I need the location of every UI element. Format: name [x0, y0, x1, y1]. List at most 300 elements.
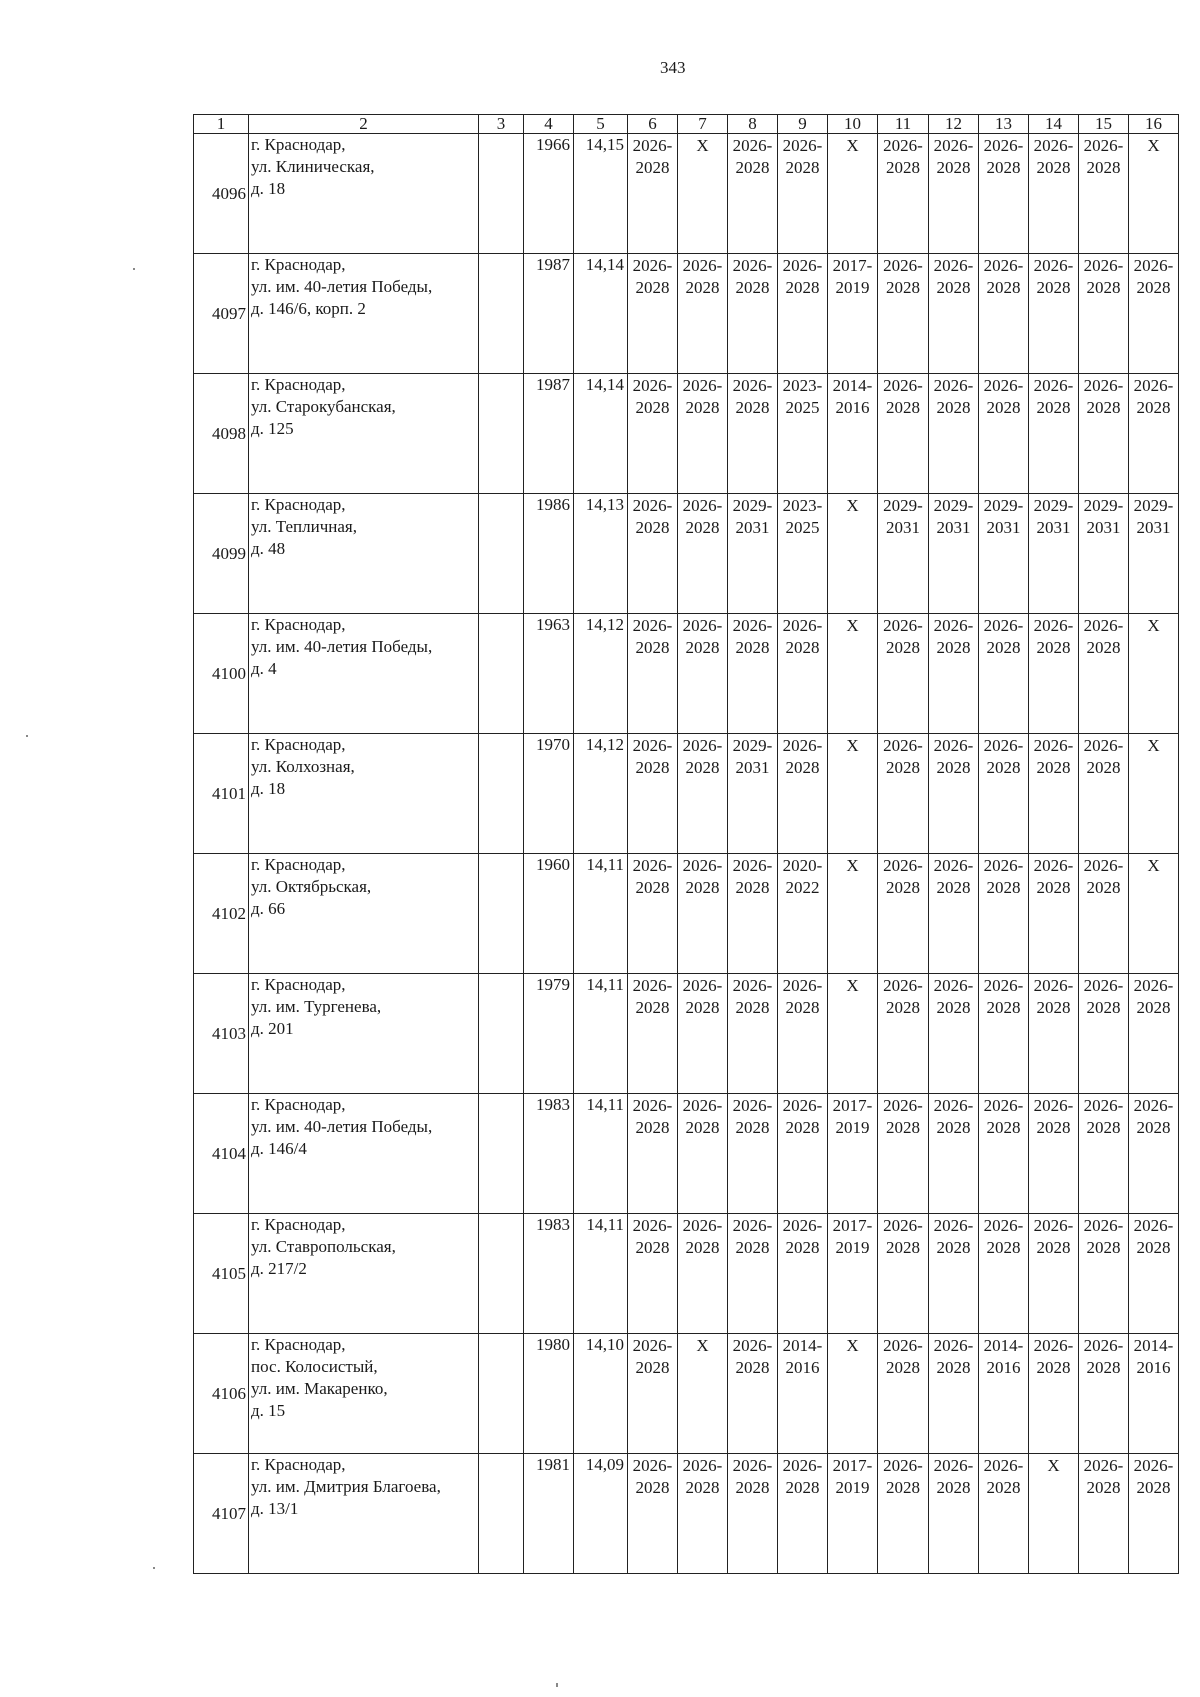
- period-text: 2026-: [1083, 736, 1124, 755]
- period-text: 2031: [735, 758, 770, 777]
- period-text: X: [696, 1336, 709, 1355]
- period-cell: [828, 1334, 878, 1454]
- column-header: 6: [628, 115, 678, 134]
- address-line: ул. им. Тургенева,: [251, 997, 382, 1016]
- period-text: 2026-: [883, 136, 923, 155]
- period-cell: [1079, 1454, 1129, 1574]
- address-line: д. 18: [251, 779, 286, 798]
- period-text: 2026-: [1033, 1216, 1074, 1235]
- period-cell: [678, 614, 728, 734]
- period-cell: [828, 974, 878, 1094]
- address-line: д. 4: [251, 659, 277, 678]
- period-cell: [929, 254, 979, 374]
- period-text: X: [1147, 736, 1160, 755]
- period-text: 2026-: [1033, 1336, 1074, 1355]
- column-header: 2: [249, 115, 479, 134]
- row-number: 4106: [194, 1334, 249, 1454]
- row-number: 4104: [194, 1094, 249, 1214]
- period-cell: [728, 974, 778, 1094]
- period-text: 2028: [886, 998, 920, 1017]
- period-text: 2026-: [732, 256, 773, 275]
- period-cell: [828, 374, 878, 494]
- period-cell: [878, 1094, 929, 1214]
- period-cell: [778, 494, 828, 614]
- period-cell: [628, 854, 678, 974]
- period-text: 2028: [685, 758, 720, 777]
- period-text: 2028: [635, 1238, 670, 1257]
- period-text: 2028: [785, 638, 820, 657]
- period-cell: [778, 1214, 828, 1334]
- period-text: 2026-: [883, 856, 923, 875]
- year-built-cell: 1983: [524, 1214, 574, 1334]
- column-3-cell: [479, 614, 524, 734]
- period-cell: [979, 854, 1029, 974]
- period-text: 2029-: [732, 736, 773, 755]
- period-text: 2028: [936, 998, 971, 1017]
- period-text: 2026-: [933, 136, 974, 155]
- period-cell: [728, 1334, 778, 1454]
- period-text: 2026-: [933, 976, 974, 995]
- period-text: 2028: [735, 998, 770, 1017]
- address-line: г. Краснодар,: [251, 1095, 346, 1114]
- period-text: 2026-: [1083, 256, 1124, 275]
- period-text: 2028: [1036, 398, 1071, 417]
- period-cell: [1079, 1334, 1129, 1454]
- period-cell: [628, 614, 678, 734]
- period-cell: [1129, 854, 1179, 974]
- period-cell: [878, 134, 929, 254]
- period-cell: [628, 494, 678, 614]
- period-cell: [828, 734, 878, 854]
- period-text: 2028: [1036, 638, 1071, 657]
- address-cell: [249, 1094, 479, 1214]
- period-text: 2029-: [1083, 496, 1124, 515]
- period-text: 2028: [735, 398, 770, 417]
- address-cell: [249, 1214, 479, 1334]
- period-cell: [728, 1214, 778, 1334]
- address-line: ул. им. Дмитрия Благоева,: [251, 1477, 441, 1496]
- address-cell: [249, 494, 479, 614]
- period-text: 2026-: [933, 856, 974, 875]
- period-text: 2028: [886, 1238, 920, 1257]
- value-cell: 14,09: [574, 1454, 628, 1574]
- period-cell: [678, 1334, 728, 1454]
- year-built-cell: 1980: [524, 1334, 574, 1454]
- period-text: 2029-: [883, 496, 923, 515]
- period-text: X: [846, 856, 859, 875]
- period-cell: [828, 614, 878, 734]
- period-text: 2026-: [933, 376, 974, 395]
- period-text: 2016: [1136, 1358, 1171, 1377]
- period-text: 2026-: [933, 1336, 974, 1355]
- period-text: 2031: [1136, 518, 1171, 537]
- address-cell: [249, 134, 479, 254]
- period-text: 2028: [986, 1478, 1021, 1497]
- period-text: 2028: [936, 1238, 971, 1257]
- period-cell: [828, 1454, 878, 1574]
- period-text: 2026-: [1033, 736, 1074, 755]
- period-cell: [728, 854, 778, 974]
- period-cell: [778, 134, 828, 254]
- period-text: 2026-: [983, 136, 1024, 155]
- period-cell: [1029, 1214, 1079, 1334]
- column-header: 4: [524, 115, 574, 134]
- period-cell: [1129, 974, 1179, 1094]
- period-cell: [878, 1454, 929, 1574]
- period-cell: [1079, 374, 1129, 494]
- period-text: 2026-: [1033, 976, 1074, 995]
- period-text: 2028: [685, 998, 720, 1017]
- period-cell: [778, 1094, 828, 1214]
- address-line: ул. Клиническая,: [251, 157, 375, 176]
- period-text: 2026-: [682, 256, 723, 275]
- header-row: [194, 115, 1179, 134]
- period-cell: [1079, 734, 1129, 854]
- period-text: 2029-: [983, 496, 1024, 515]
- row-number: 4105: [194, 1214, 249, 1334]
- row-number: 4097: [194, 254, 249, 374]
- period-text: 2026-: [632, 616, 673, 635]
- address-line: г. Краснодар,: [251, 135, 346, 154]
- period-text: X: [846, 136, 859, 155]
- period-text: 2026-: [732, 1096, 773, 1115]
- period-text: 2028: [635, 1358, 670, 1377]
- period-cell: [628, 254, 678, 374]
- period-cell: [878, 494, 929, 614]
- period-cell: [878, 1334, 929, 1454]
- column-header: 15: [1079, 115, 1129, 134]
- scan-speck: [556, 1683, 558, 1687]
- address-line: ул. им. 40-летия Победы,: [251, 637, 433, 656]
- table-row: [194, 734, 1179, 854]
- period-text: 2026-: [1133, 1456, 1174, 1475]
- column-3-cell: [479, 974, 524, 1094]
- period-text: 2026-: [732, 856, 773, 875]
- period-text: 2019: [835, 278, 870, 297]
- address-line: ул. Тепличная,: [251, 517, 357, 536]
- period-text: 2028: [685, 518, 720, 537]
- period-text: 2028: [1086, 758, 1121, 777]
- period-cell: [778, 374, 828, 494]
- period-text: 2028: [1086, 878, 1121, 897]
- period-cell: [979, 614, 1029, 734]
- period-cell: [828, 1214, 878, 1334]
- table-row: [194, 494, 1179, 614]
- period-text: 2026-: [983, 856, 1024, 875]
- period-cell: [1029, 494, 1079, 614]
- period-cell: [728, 374, 778, 494]
- value-cell: 14,14: [574, 254, 628, 374]
- period-text: 2026-: [782, 256, 823, 275]
- period-text: 2026-: [883, 736, 923, 755]
- period-text: 2026-: [682, 496, 723, 515]
- period-text: 2026-: [933, 736, 974, 755]
- period-text: 2026-: [632, 1096, 673, 1115]
- period-text: 2026-: [1033, 1096, 1074, 1115]
- period-cell: [678, 134, 728, 254]
- period-text: 2028: [1036, 278, 1071, 297]
- address-line: д. 13/1: [251, 1499, 299, 1518]
- period-text: 2028: [685, 1478, 720, 1497]
- period-text: 2026-: [632, 856, 673, 875]
- address-cell: [249, 734, 479, 854]
- period-cell: [828, 854, 878, 974]
- period-text: 2026-: [732, 1456, 773, 1475]
- period-text: 2028: [886, 158, 920, 177]
- period-cell: [929, 974, 979, 1094]
- period-text: 2026-: [1133, 976, 1174, 995]
- period-text: 2026-: [732, 616, 773, 635]
- period-text: 2026-: [983, 616, 1024, 635]
- period-cell: [628, 1094, 678, 1214]
- address-line: г. Краснодар,: [251, 1455, 346, 1474]
- scan-speck: [26, 735, 28, 737]
- address-line: д. 15: [251, 1401, 286, 1420]
- column-header: 8: [728, 115, 778, 134]
- period-cell: [878, 254, 929, 374]
- period-cell: [728, 614, 778, 734]
- address-line: г. Краснодар,: [251, 255, 346, 274]
- column-header: 5: [574, 115, 628, 134]
- value-cell: 14,11: [574, 1094, 628, 1214]
- year-built-cell: 1987: [524, 374, 574, 494]
- period-cell: [1029, 134, 1079, 254]
- period-cell: [678, 1214, 728, 1334]
- period-cell: [1079, 614, 1129, 734]
- period-text: 2028: [735, 158, 770, 177]
- period-text: 2026-: [1133, 376, 1174, 395]
- period-text: 2028: [1136, 1238, 1171, 1257]
- period-text: 2026-: [983, 376, 1024, 395]
- period-text: 2026-: [883, 616, 923, 635]
- period-text: 2028: [886, 278, 920, 297]
- year-built-cell: 1960: [524, 854, 574, 974]
- address-line: д. 125: [251, 419, 294, 438]
- period-text: 2026-: [1133, 1216, 1174, 1235]
- period-text: 2026-: [1083, 616, 1124, 635]
- period-text: 2019: [835, 1238, 870, 1257]
- period-text: 2026-: [732, 976, 773, 995]
- period-text: X: [846, 736, 859, 755]
- column-header: 16: [1129, 115, 1179, 134]
- period-text: 2028: [735, 638, 770, 657]
- period-text: 2031: [1036, 518, 1071, 537]
- address-line: д. 66: [251, 899, 286, 918]
- period-text: 2028: [685, 1118, 720, 1137]
- period-text: 2019: [835, 1118, 870, 1137]
- period-text: 2028: [685, 1238, 720, 1257]
- period-text: 2028: [735, 1358, 770, 1377]
- period-text: 2026-: [632, 736, 673, 755]
- period-cell: [979, 974, 1029, 1094]
- period-cell: [929, 1334, 979, 1454]
- period-text: 2026-: [883, 1216, 923, 1235]
- period-text: 2028: [635, 758, 670, 777]
- period-cell: [628, 1334, 678, 1454]
- value-cell: 14,12: [574, 614, 628, 734]
- period-text: 2026-: [1133, 256, 1174, 275]
- period-cell: [1029, 374, 1079, 494]
- period-text: 2017-: [832, 1096, 873, 1115]
- period-cell: [728, 1454, 778, 1574]
- address-line: ул. Ставропольская,: [251, 1237, 396, 1256]
- period-text: 2031: [1086, 518, 1121, 537]
- period-text: 2028: [1036, 998, 1071, 1017]
- period-text: 2016: [835, 398, 870, 417]
- period-cell: [628, 134, 678, 254]
- value-cell: 14,13: [574, 494, 628, 614]
- year-built-cell: 1979: [524, 974, 574, 1094]
- period-text: 2028: [1036, 1358, 1071, 1377]
- period-text: 2028: [886, 758, 920, 777]
- value-cell: 14,15: [574, 134, 628, 254]
- period-text: 2028: [1086, 1118, 1121, 1137]
- period-text: 2028: [1136, 1118, 1171, 1137]
- period-text: 2028: [1136, 1478, 1171, 1497]
- period-text: X: [846, 1336, 859, 1355]
- period-text: 2028: [785, 758, 820, 777]
- period-text: X: [1147, 616, 1160, 635]
- period-text: X: [846, 496, 859, 515]
- period-cell: [1079, 254, 1129, 374]
- period-text: 2028: [685, 398, 720, 417]
- period-text: 2026-: [732, 136, 773, 155]
- period-text: 2028: [986, 638, 1021, 657]
- period-text: 2026-: [632, 256, 673, 275]
- period-text: 2026-: [1033, 856, 1074, 875]
- period-cell: [1029, 1334, 1079, 1454]
- period-text: 2028: [986, 1118, 1021, 1137]
- period-cell: [1029, 854, 1079, 974]
- year-built-cell: 1970: [524, 734, 574, 854]
- period-cell: [979, 134, 1029, 254]
- column-header: 11: [878, 115, 929, 134]
- address-line: г. Краснодар,: [251, 1215, 346, 1234]
- period-cell: [1079, 494, 1129, 614]
- period-text: 2026-: [883, 1336, 923, 1355]
- period-text: 2026-: [883, 376, 923, 395]
- period-cell: [929, 1094, 979, 1214]
- period-text: X: [1147, 856, 1160, 875]
- address-line: г. Краснодар,: [251, 495, 346, 514]
- period-text: 2028: [785, 1478, 820, 1497]
- value-cell: 14,14: [574, 374, 628, 494]
- period-text: 2028: [1136, 998, 1171, 1017]
- period-text: 2028: [936, 398, 971, 417]
- year-built-cell: 1987: [524, 254, 574, 374]
- address-cell: [249, 614, 479, 734]
- period-text: 2028: [1036, 758, 1071, 777]
- address-line: ул. Старокубанская,: [251, 397, 396, 416]
- period-cell: [878, 1214, 929, 1334]
- period-text: 2028: [735, 1478, 770, 1497]
- address-line: ул. Октябрьская,: [251, 877, 372, 896]
- period-text: 2026-: [682, 1216, 723, 1235]
- period-text: 2026-: [782, 616, 823, 635]
- period-cell: [979, 734, 1029, 854]
- period-text: 2028: [986, 398, 1021, 417]
- period-cell: [678, 734, 728, 854]
- period-text: 2028: [685, 638, 720, 657]
- table-row: [194, 1094, 1179, 1214]
- period-text: 2026-: [1133, 1096, 1174, 1115]
- period-text: 2028: [986, 158, 1021, 177]
- period-cell: [1129, 134, 1179, 254]
- period-text: 2028: [886, 1118, 920, 1137]
- period-text: 2028: [635, 158, 670, 177]
- period-cell: [1029, 974, 1079, 1094]
- period-cell: [1129, 734, 1179, 854]
- period-cell: [1129, 1454, 1179, 1574]
- period-cell: [929, 1454, 979, 1574]
- period-text: 2028: [785, 998, 820, 1017]
- period-text: 2028: [635, 1118, 670, 1137]
- column-3-cell: [479, 134, 524, 254]
- period-text: 2026-: [983, 736, 1024, 755]
- period-text: 2028: [635, 518, 670, 537]
- period-cell: [929, 614, 979, 734]
- period-cell: [728, 134, 778, 254]
- column-3-cell: [479, 1334, 524, 1454]
- period-cell: [678, 374, 728, 494]
- period-text: 2025: [785, 518, 820, 537]
- period-text: 2026-: [632, 976, 673, 995]
- period-text: 2028: [1086, 158, 1121, 177]
- scan-speck: [153, 1567, 155, 1569]
- period-text: 2026-: [1083, 976, 1124, 995]
- period-text: 2028: [936, 1478, 971, 1497]
- period-text: 2026-: [883, 976, 923, 995]
- address-line: д. 146/4: [251, 1139, 307, 1158]
- period-text: 2028: [735, 1118, 770, 1137]
- period-text: 2026-: [782, 736, 823, 755]
- period-text: 2026-: [782, 1096, 823, 1115]
- period-text: 2014-: [1133, 1336, 1174, 1355]
- period-cell: [828, 134, 878, 254]
- period-text: 2026-: [1033, 256, 1074, 275]
- period-text: 2026-: [632, 136, 673, 155]
- address-cell: [249, 1334, 479, 1454]
- period-text: 2026-: [883, 1096, 923, 1115]
- period-text: 2028: [936, 1358, 971, 1377]
- period-text: 2026-: [632, 1336, 673, 1355]
- period-cell: [1129, 1214, 1179, 1334]
- value-cell: 14,11: [574, 854, 628, 974]
- period-text: 2028: [1086, 278, 1121, 297]
- period-cell: [929, 854, 979, 974]
- address-line: д. 201: [251, 1019, 294, 1038]
- period-cell: [1129, 1334, 1179, 1454]
- period-text: 2028: [936, 1118, 971, 1137]
- period-text: 2028: [785, 278, 820, 297]
- period-text: 2028: [685, 278, 720, 297]
- period-text: X: [696, 136, 709, 155]
- value-cell: 14,11: [574, 974, 628, 1094]
- period-cell: [1029, 734, 1079, 854]
- period-text: 2028: [986, 878, 1021, 897]
- column-3-cell: [479, 1454, 524, 1574]
- period-text: 2031: [886, 518, 920, 537]
- period-text: 2028: [886, 878, 920, 897]
- period-cell: [1129, 1094, 1179, 1214]
- table-row: [194, 1214, 1179, 1334]
- period-cell: [678, 974, 728, 1094]
- column-3-cell: [479, 734, 524, 854]
- row-number: 4101: [194, 734, 249, 854]
- period-text: 2026-: [983, 976, 1024, 995]
- period-cell: [878, 854, 929, 974]
- period-text: 2026-: [682, 616, 723, 635]
